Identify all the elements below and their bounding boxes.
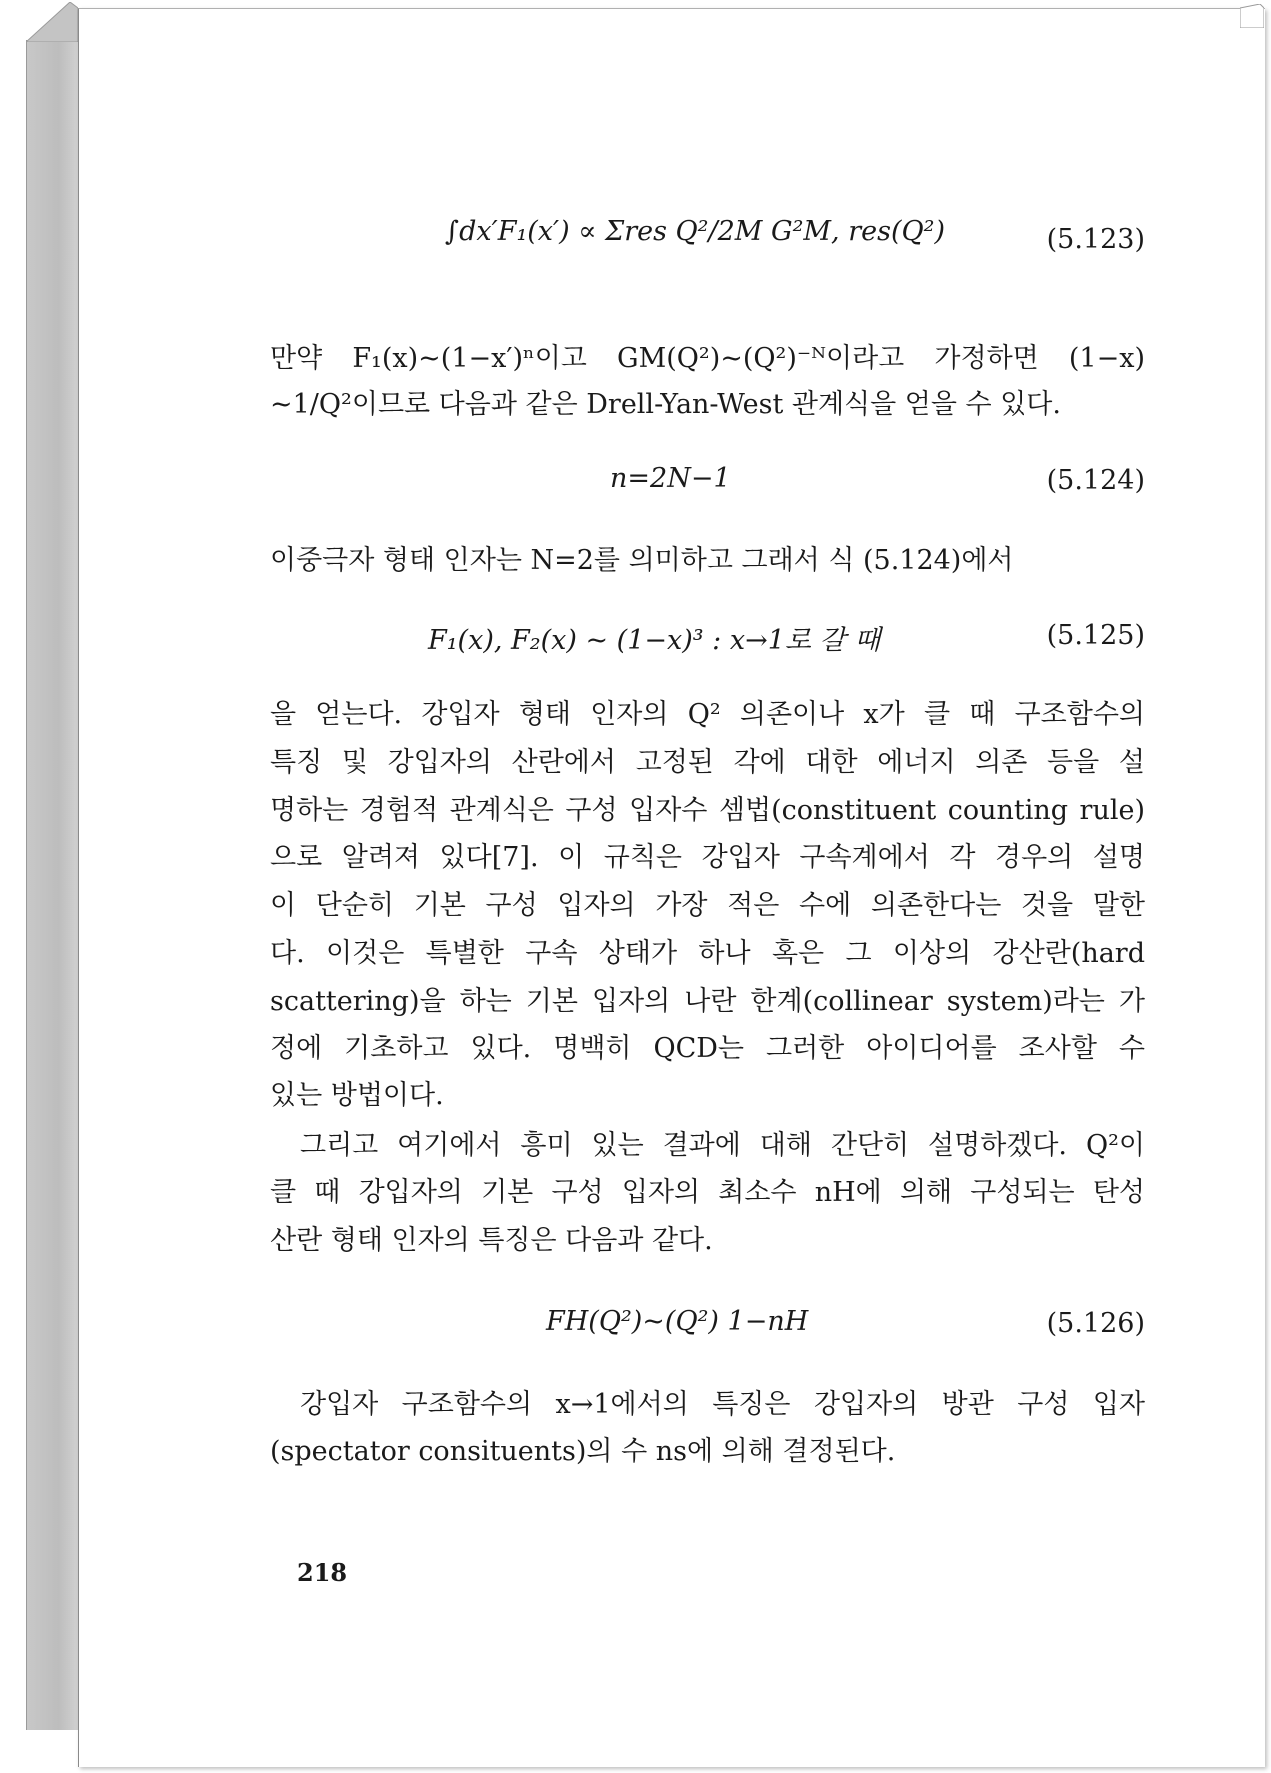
equation-number: (5.124) <box>1046 465 1145 496</box>
equation-5-123 <box>270 210 1145 270</box>
text-line: 이 단순히 기본 구성 입자의 가장 적은 수에 의존한다는 것을 말한 <box>270 890 1145 921</box>
page-number: 218 <box>297 1558 348 1587</box>
equation-expression: F₁(x), F₂(x) ~ (1−x)³ : x→1로 갈 때 <box>428 625 881 656</box>
equation-5-125 <box>270 618 1145 678</box>
text-line: 특징 및 강입자의 산란에서 고정된 각에 대한 에너지 의존 등을 설 <box>270 747 1145 778</box>
text-line: (spectator consituents)의 수 ns에 의해 결정된다. <box>270 1436 896 1467</box>
page-corner <box>1240 4 1264 28</box>
book-spine <box>26 40 79 1730</box>
equation-number: (5.126) <box>1046 1308 1145 1339</box>
text-line: 을 얻는다. 강입자 형태 인자의 Q² 의존이나 x가 클 때 구조함수의 <box>270 699 1145 730</box>
text-line: 만약 F₁(x)~(1−x′)ⁿ이고 GM(Q²)~(Q²)⁻ᴺ이라고 가정하면 (1−x) <box>270 343 1145 374</box>
equation-number: (5.125) <box>1046 620 1145 651</box>
text-line: 그리고 여기에서 흥미 있는 결과에 대해 간단히 설명하겠다. Q²이 <box>300 1130 1145 1161</box>
equation-5-126 <box>270 1306 1145 1366</box>
text-line: 으로 알려져 있다[7]. 이 규칙은 강입자 구속계에서 각 경우의 설명 <box>270 842 1145 873</box>
text-line: 강입자 구조함수의 x→1에서의 특징은 강입자의 방관 구성 입자 <box>300 1389 1145 1420</box>
equation-5-124 <box>270 463 1145 523</box>
text-line: 이중극자 형태 인자는 N=2를 의미하고 그래서 식 (5.124)에서 <box>270 545 1014 576</box>
equation-expression: FH(Q²)~(Q²) 1−nH <box>546 1306 809 1337</box>
text-line: 클 때 강입자의 기본 구성 입자의 최소수 nH에 의해 구성되는 탄성 <box>270 1177 1145 1208</box>
text-line: 다. 이것은 특별한 구속 상태가 하나 혹은 그 이상의 강산란(hard <box>270 938 1145 969</box>
equation-number: (5.123) <box>1046 224 1145 255</box>
text-line: 있는 방법이다. <box>270 1080 444 1111</box>
text-line: scattering)을 하는 기본 입자의 나란 한계(collinear system)라는 가 <box>270 986 1145 1017</box>
equation-expression: n=2N−1 <box>610 463 731 494</box>
text-line: 산란 형태 인자의 특징은 다음과 같다. <box>270 1225 713 1256</box>
text-line: 명하는 경험적 관계식은 구성 입자수 셈법(constituent counting rule) <box>270 795 1145 826</box>
text-line: ~1/Q²이므로 다음과 같은 Drell-Yan-West 관계식을 얻을 수 있다. <box>270 389 1061 420</box>
book-spine-top <box>26 2 78 42</box>
equation-expression: ∫dx′F₁(x′) ∝ Σres Q²/2M G²M, res(Q²) <box>445 216 945 247</box>
text-line: 정에 기초하고 있다. 명백히 QCD는 그러한 아이디어를 조사할 수 <box>270 1033 1145 1064</box>
